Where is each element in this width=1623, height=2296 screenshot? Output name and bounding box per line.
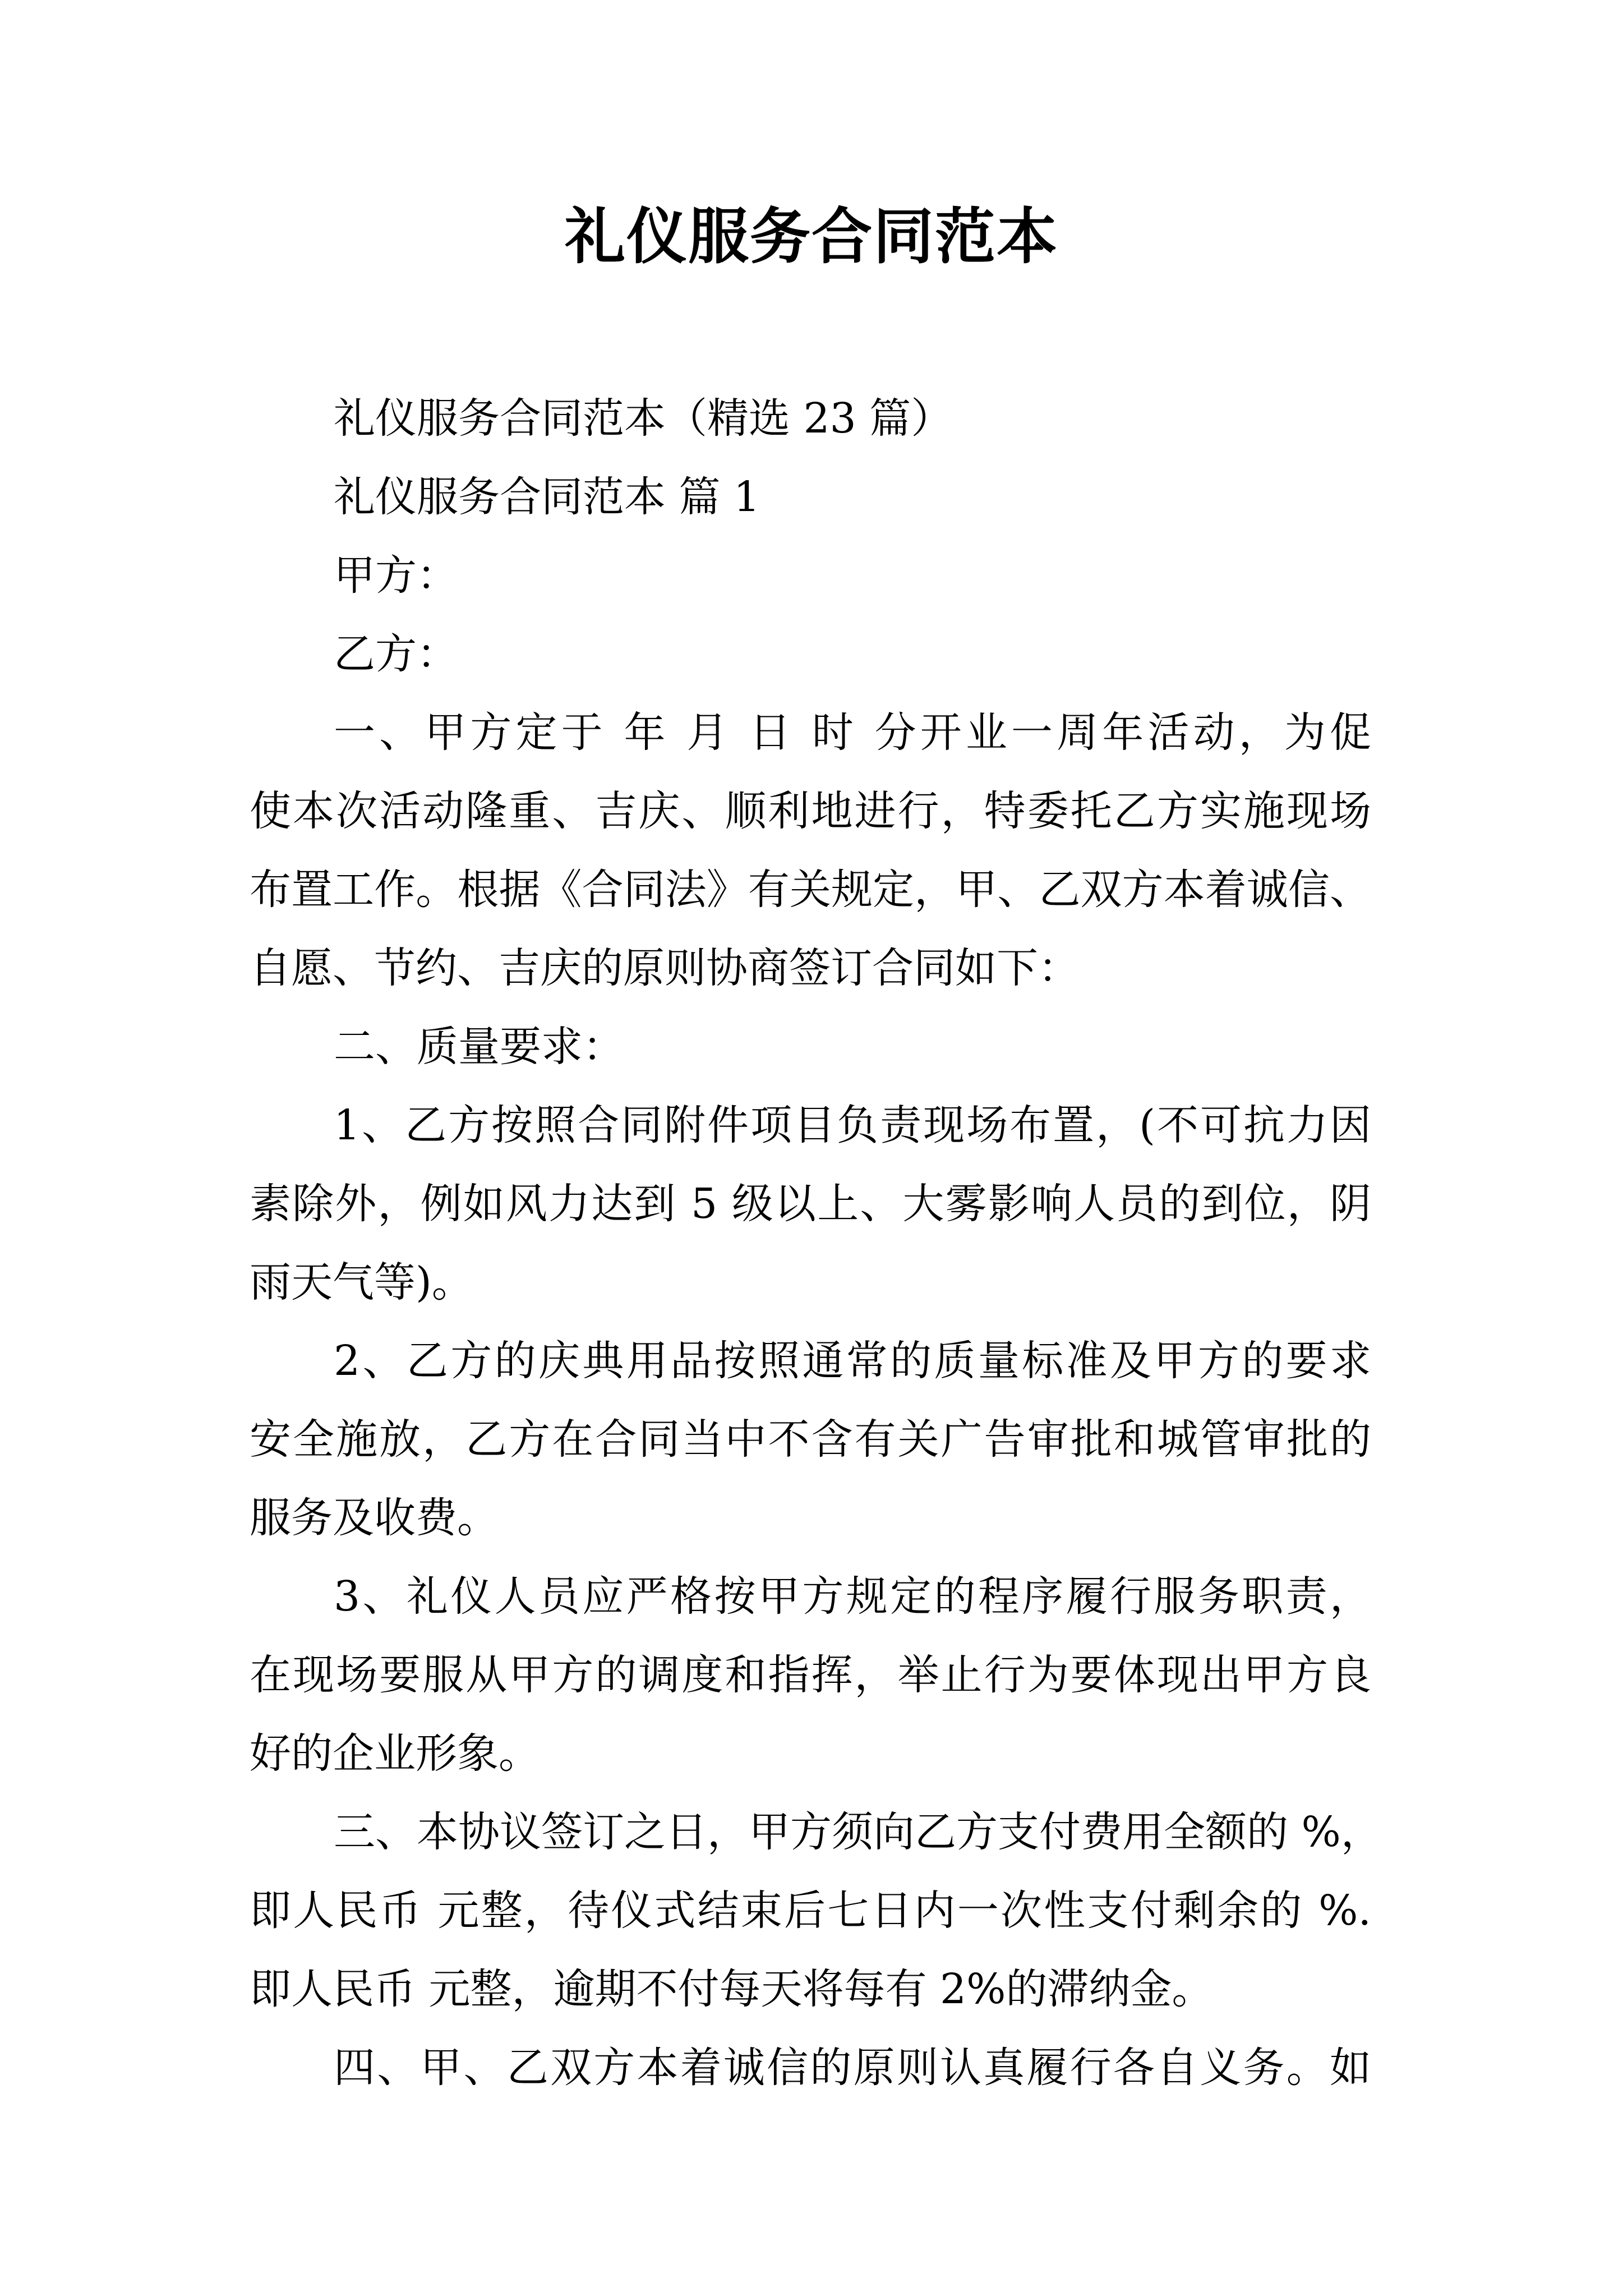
- text-line: 服务及收费。: [250, 1494, 499, 1542]
- text-line: 礼仪服务合同范本 篇 1: [334, 473, 760, 521]
- paragraph-quality-heading: [250, 1007, 1371, 1086]
- text-line: 乙方：: [334, 630, 458, 678]
- paragraph-quality-item-2: [250, 1322, 1371, 1557]
- text-line: 在现场要服从甲方的调度和指挥，举止行为要体现出甲方良: [250, 1651, 1371, 1699]
- document-body: [250, 379, 1382, 2107]
- text-line: 自愿、节约、吉庆的原则协商签订合同如下：: [250, 944, 1080, 992]
- paragraph-section-heading: [250, 458, 1371, 536]
- paragraph-obligations: [250, 2028, 1371, 2107]
- paragraph-payment: [250, 1793, 1382, 2028]
- text-line: 三、本协议签订之日，甲方须向乙方支付费用全额的 %，: [334, 1808, 1382, 1856]
- party-b-line: [250, 615, 1371, 693]
- text-line: 布置工作。根据《合同法》有关规定，甲、乙双方本着诚信、: [250, 866, 1371, 914]
- text-line: 素除外，例如风力达到 5 级以上、大雾影响人员的到位，阴: [250, 1180, 1371, 1228]
- text-line: 雨天气等)。: [250, 1258, 473, 1306]
- document-title: 礼仪服务合同范本: [564, 201, 1058, 272]
- text-line: 好的企业形象。: [250, 1729, 540, 1778]
- text-line: 四、甲、乙双方本着诚信的原则认真履行各自义务。如: [334, 2044, 1371, 2092]
- paragraph-quality-item-1: [250, 1086, 1371, 1322]
- text-line: 3、礼仪人员应严格按甲方规定的程序履行服务职责，: [334, 1572, 1371, 1621]
- text-line: 1、乙方按照合同附件项目负责现场布置，(不可抗力因: [334, 1101, 1371, 1149]
- party-a-line: [250, 536, 1371, 615]
- text-line: 2、乙方的庆典用品按照通常的质量标准及甲方的要求: [334, 1337, 1371, 1385]
- text-line: 安全施放，乙方在合同当中不含有关广告审批和城管审批的: [250, 1415, 1371, 1464]
- paragraph-quality-item-3: [250, 1557, 1371, 1793]
- paragraph-clause-1: [250, 693, 1371, 1007]
- text-line: 使本次活动隆重、吉庆、顺利地进行，特委托乙方实施现场: [250, 787, 1371, 835]
- text-line: 即人民币 元整，逾期不付每天将每有 2%的滞纳金。: [250, 1965, 1214, 2013]
- text-line: 礼仪服务合同范本（精选 23 篇）: [334, 394, 953, 443]
- text-line: 一、甲方定于 年 月 日 时 分开业一周年活动，为促: [334, 708, 1371, 757]
- text-line: 甲方：: [334, 551, 458, 600]
- text-line: 二、质量要求：: [334, 1023, 624, 1071]
- paragraph-heading-selection: [250, 379, 1371, 458]
- text-line: 即人民币 元整，待仪式结束后七日内一次性支付剩余的 %.: [250, 1887, 1371, 1935]
